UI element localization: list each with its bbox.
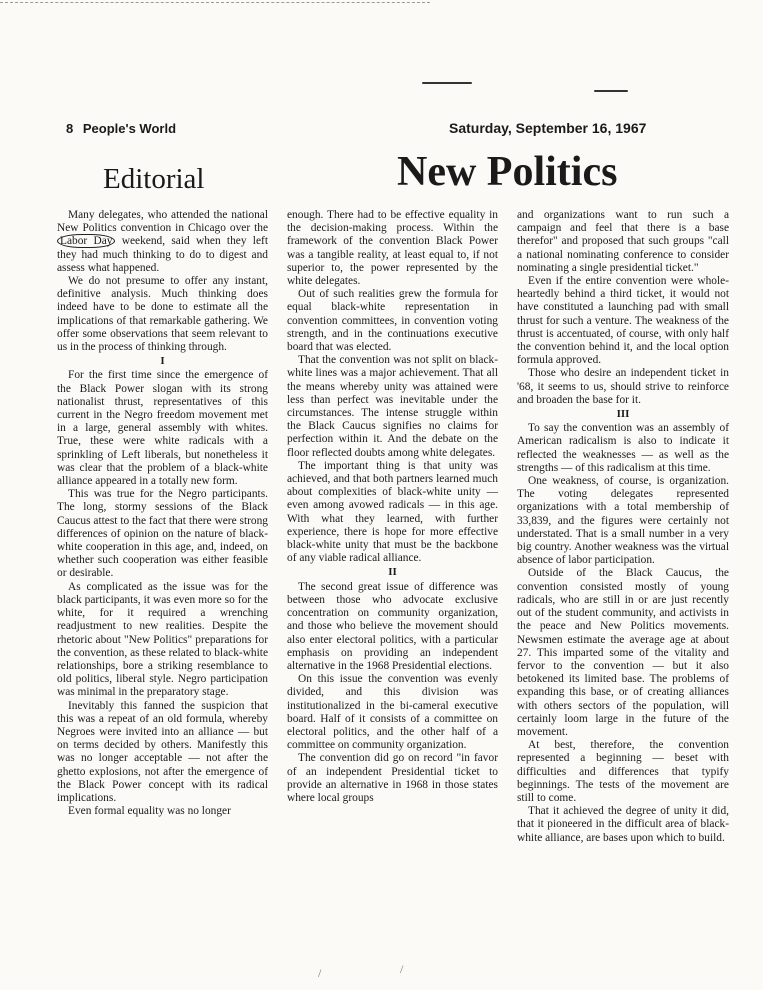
paragraph: Inevitably this fanned the suspicion that this was a repeat of an old formula, whereby Negroes were invited into an alliance — but on terms decided by others. Manifestly this was no longer acceptable — not after the ghetto explosions, not after the emergence of the Black Power concept with its radical implications.	[57, 699, 268, 804]
paragraph: We do not presume to offer any instant, definitive analysis. Much thinking does indeed have to be done to estimate all the implications of that remarkable gathering. We offer some observations that seem relevant to us in the process of thinking through.	[57, 275, 268, 354]
masthead-left	[66, 121, 176, 136]
scan-mark	[594, 90, 628, 92]
paragraph: That it achieved the degree of unity it did, that it pioneered in the difficult area of black-white alliance, are bases upon which to build.	[517, 805, 729, 844]
page-number: 8	[66, 121, 74, 136]
scan-scratch: /	[318, 966, 322, 980]
paragraph: That the convention was not split on black-white lines was a major achievement. That all the means whereby unity was attained were less than perfect was inevitable under the circumstances. The intense struggle within the Black Caucus signifies no claims for perfection within it. And the debate on the floor reflected doubts among white delegates.	[287, 354, 498, 459]
paragraph: The second great issue of difference was between those who advocate exclusive concentration on community organization, and those who believe the movement should also enter electoral politics, with a particular emphasis on providing an independent alternative in the 1968 Presidential elections.	[287, 580, 498, 672]
paragraph: The important thing is that unity was achieved, and that both partners learned much about complexities of black-white unity — even among avowed radicals — in this age. With what they learned, with further experience, there is hope for more effective black-white unity that must be the backbone of any viable radical alliance.	[287, 459, 498, 565]
paragraph: enough. There had to be effective equality in the decision-making process. Within the framework of the convention Black Power was a tangible reality, at least equal to, if not superior to, the power represented by the white delegates.	[287, 209, 498, 288]
paragraph: Outside of the Black Caucus, the convention consisted mostly of young radicals, who are still in or are just recently out of the student community, and activists in the peace and New Politics movements. Newsmen estimate the average age at about 27. This imparted some of the vitality and fervor to the convention — but it also betokened its limited base. The problems of expanding this base, or of creating alliances with others sectors of the population, will certainly loom large in the future of the movement.	[517, 567, 729, 738]
publication-name: People's World	[82, 121, 177, 136]
paragraph: and organizations want to run such a campaign and feel that there is a base therefor" and proposed that such groups "call a national nominating conference to consider nominating a single presidential ticket."	[517, 209, 729, 274]
paragraph: At best, therefore, the convention represented a beginning — beset with difficulties and differences that typify beginnings. The tests of the movement are still to come.	[517, 739, 729, 804]
paragraph: On this issue the convention was evenly divided, and this division was institutionalized in the bi-cameral executive board. Half of it consists of a committee on electoral politics, and the other half of a committee on community organization.	[287, 673, 498, 752]
section-numeral: III	[616, 408, 630, 421]
article-column-3	[517, 209, 729, 845]
article-column-1	[57, 209, 268, 818]
paragraph: Even formal equality was no longer	[68, 805, 231, 818]
paragraph: Out of such realities grew the formula for equal black-white representation in convention committees, in convention voting strength, and in the continuations executive board that was elected.	[287, 288, 498, 354]
editorial-title: Editorial	[103, 163, 205, 195]
headline: New Politics	[397, 149, 618, 195]
paragraph: One weakness, of course, is organization. The voting delegates represented organizations with a total membership of 33,839, and the figures were certainly not understated. That is a small number in a very big country. Another weakness was the virtual absence of labor participation.	[517, 475, 729, 567]
paragraph: As complicated as the issue was for the black participants, it was even more so for the white, for it required a wrenching readjustment to new realities. Despite the rhetoric about "New Politics" preparations for the convention, as these related to black-white relationships, bore a striking resemblance to old politics, liberal style. Negro participation was minimal in the preparatory stage.	[57, 580, 268, 699]
circled-phrase: Labor Day	[57, 234, 115, 248]
paragraph: Those who desire an independent ticket in '68, it seems to us, should strive to reinforce and broaden the base for it.	[517, 367, 729, 406]
paragraph: This was true for the Negro participants. The long, stormy sessions of the Black Caucus attest to the fact that there were strong differences of opinion on the nature of black-white cooperation in this age, and, indeed, on whether such cooperation was either feasible or desirable.	[57, 488, 268, 580]
paragraph: Even if the entire convention were whole-heartedly behind a third ticket, it would not have constituted a launching pad with small thrust for such a venture. The weakness of the thrust is accentuated, of course, with only half the convention behind it, and the local option formula approved.	[517, 275, 729, 367]
paragraph: The convention did go on record "in favor of an independent Presidential ticket to provide an alternative in 1968 in those states where local groups	[287, 752, 498, 804]
section-numeral: II	[388, 566, 397, 579]
paragraph: For the first time since the emergence of the Black Power slogan with its strong nationalist thrust, representatives of this current in the Negro freedom movement met in a large, general assembly with whites. True, these were white radicals with a sprinkling of Left liberals, but nonetheless it was clear that the problem of a black-white alliance appeared in a totally new form.	[57, 369, 268, 488]
scan-mark	[422, 82, 472, 84]
paragraph: Many delegates, who attended the national New Politics convention in Chicago over the Labor Day weekend, said when they left they had much thinking to do to digest and assess what happened.	[57, 209, 268, 274]
top-dashed-border	[0, 2, 430, 3]
scan-scratch: /	[400, 962, 404, 976]
section-numeral: I	[160, 355, 165, 368]
article-column-2	[287, 209, 498, 805]
issue-date: Saturday, September 16, 1967	[449, 120, 647, 136]
paragraph: To say the convention was an assembly of American radicalism is also to indicate it reflected the weaknesses — as well as the strengths — of this radicalism at this time.	[517, 422, 729, 474]
